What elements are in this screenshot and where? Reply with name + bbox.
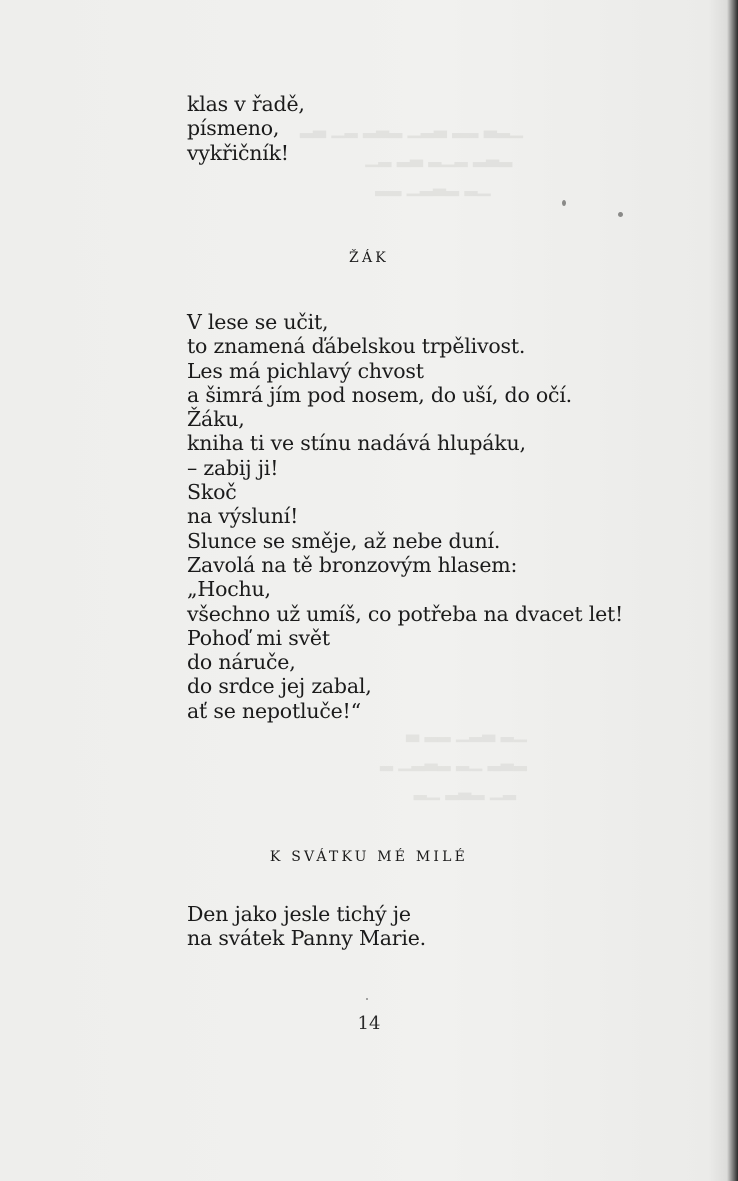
poem-body-zak	[187, 310, 623, 723]
verse-line: ať se nepotluče!“	[187, 698, 361, 723]
verse-line: do náruče,	[187, 650, 296, 675]
verse-line: „Hochu,	[187, 577, 271, 602]
verse-line: písmeno,	[187, 116, 280, 141]
verse-line: klas v řadě,	[187, 92, 305, 116]
verse-line: všechno už umíš, co potřeba na dvacet let!	[187, 601, 624, 626]
verse-line: na výsluní!	[187, 504, 299, 529]
page-number: 14	[357, 1013, 381, 1034]
poem-title-zak: ŽÁK	[349, 250, 389, 266]
verse-line: Zavolá na tě bronzovým hlasem:	[187, 552, 518, 577]
poem-body-svatek	[187, 902, 426, 951]
verse-line: V lese se učit,	[187, 310, 329, 334]
verse-line: do srdce jej zabal,	[187, 674, 372, 699]
ink-speck	[618, 212, 623, 217]
verse-line: Pohoď mi svět	[187, 625, 330, 650]
verse-line: na svátek Panny Marie.	[187, 926, 426, 951]
show-through-texture: ▁▂▃ ▂▂ ▃▂▁ ▂▃▂ ▂▁ ▃▂ ▂▃▂ ▂▁▂ ▃▂ ▂▁ ▁▂ ▂▃▂▁ ▂▂	[300, 119, 524, 197]
verse-line: – zabij ji!	[187, 455, 279, 480]
verse-line: vykřičník!	[187, 140, 289, 165]
verse-line: a šimrá jím pod nosem, do uší, do očí.	[187, 382, 573, 407]
ink-speck	[366, 998, 368, 1000]
ink-speck	[562, 200, 566, 206]
show-through-texture-lower: ▁▂ ▃▂▁ ▂▂ ▃ ▂▃▂ ▁▂ ▂▃▂▁ ▂ ▂▁ ▂▃▂ ▁▂	[380, 723, 527, 801]
verse-line: Slunce se směje, až nebe duní.	[187, 528, 501, 553]
poem-title-svatek: K SVÁTKU MÉ MILÉ	[269, 849, 469, 865]
verse-line: Les má pichlavý chvost	[187, 358, 424, 383]
verse-line: kniha ti ve stínu nadává hlupáku,	[187, 431, 526, 456]
previous-poem-ending	[187, 92, 305, 165]
verse-line: Žáku,	[187, 407, 245, 432]
verse-line: Skoč	[187, 480, 237, 505]
verse-line: Den jako jesle tichý je	[187, 902, 411, 926]
verse-line: to znamená ďábelskou trpělivost.	[187, 334, 526, 359]
